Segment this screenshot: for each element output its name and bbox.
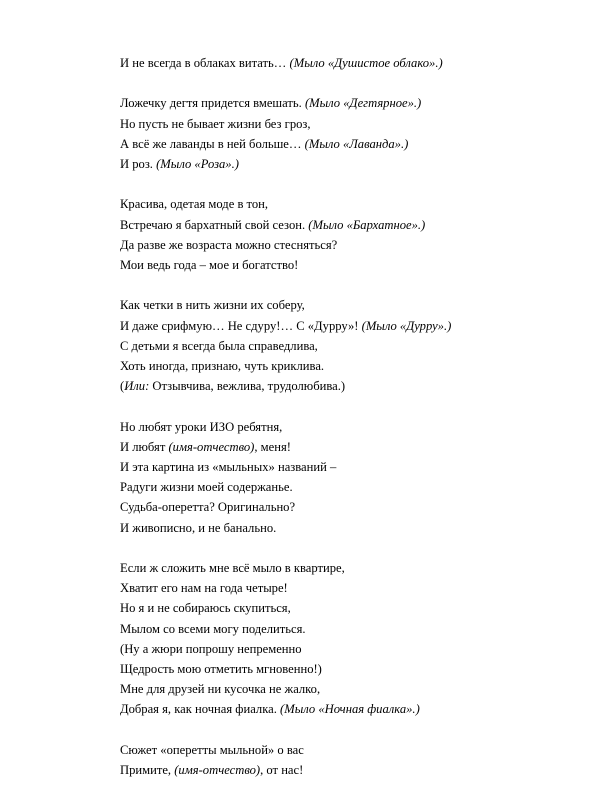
stage-note: (Мыло «Душистое облако».) — [289, 56, 443, 70]
line-text: Мылом со всеми могу поделиться. — [120, 621, 306, 636]
poem-line — [120, 699, 590, 719]
line-prefix: ( — [120, 379, 125, 394]
poem-line — [120, 619, 590, 639]
poem-line — [120, 578, 590, 598]
stage-note: (Мыло «Роза».) — [156, 157, 239, 171]
stage-note: (имя-отчество) — [174, 763, 261, 778]
line-text: Судьба-оперетта? Оригинально? — [120, 500, 296, 515]
poem-line — [120, 316, 590, 336]
line-text: И даже срифмую… Не сдуру!… С «Дурру»! — [120, 318, 362, 333]
line-text: Но пусть не бывает жизни без гроз, — [120, 116, 311, 131]
stanza — [120, 740, 590, 780]
stage-note: (Мыло «Дурру».) — [361, 318, 452, 333]
poem-line — [120, 356, 590, 376]
stage-note: (Мыло «Ночная фиалка».) — [280, 702, 420, 717]
poem-line — [120, 639, 590, 659]
line-suffix: , от нас! — [260, 763, 304, 778]
poem-line — [120, 376, 590, 396]
stanza — [120, 295, 590, 396]
line-text: Хватит его нам на года четыре! — [120, 581, 288, 596]
stage-note: (Мыло «Дегтярное».) — [304, 96, 422, 111]
poem-line — [120, 53, 590, 73]
line-text: И любят — [120, 439, 169, 454]
stage-note: Или: — [124, 379, 150, 394]
poem-line — [120, 134, 590, 154]
poem-line — [120, 215, 590, 235]
line-text: Мне для друзей ни кусочка не жалко, — [120, 682, 321, 697]
poem-line — [120, 417, 590, 437]
poem-line — [120, 336, 590, 356]
stanza — [120, 93, 590, 174]
poem-line — [120, 497, 590, 517]
line-text: Красива, одетая моде в тон, — [120, 197, 269, 212]
line-text: И не всегда в облаках витать… — [120, 56, 290, 70]
line-suffix: , меня! — [254, 439, 291, 454]
poem-line — [120, 154, 590, 174]
stage-note: (имя-отчество) — [168, 439, 255, 454]
line-text: И роз. — [120, 157, 157, 171]
stanza — [120, 194, 590, 275]
stanza — [120, 558, 590, 720]
poem-line — [120, 740, 590, 760]
line-text: (Ну а жюри попрошу непременно — [120, 641, 302, 656]
line-text: И живописно, и не банально. — [120, 520, 277, 535]
line-text: Добрая я, как ночная фиалка. — [120, 702, 281, 717]
line-text: Как четки в нить жизни их соберу, — [120, 298, 305, 313]
line-text: Встречаю я бархатный свой сезон. — [120, 217, 309, 232]
poem-line — [120, 659, 590, 679]
line-text: Но любят уроки ИЗО ребятня, — [120, 419, 283, 434]
line-text: Сюжет «оперетты мыльной» о вас — [120, 742, 304, 757]
poem-line — [120, 598, 590, 618]
poem-line — [120, 255, 590, 275]
stage-note: (Мыло «Лаванда».) — [304, 136, 409, 151]
poem-line — [120, 679, 590, 699]
line-text: Ложечку дегтя придется вмешать. — [120, 96, 305, 111]
line-text: А всё же лаванды в ней больше… — [120, 136, 305, 151]
poem-line — [120, 558, 590, 578]
line-text: Примите, — [120, 763, 175, 778]
stanza — [120, 417, 590, 538]
stanza — [120, 53, 590, 73]
line-text: Отзывчива, вежлива, трудолюбива.) — [149, 379, 346, 394]
poem-line — [120, 295, 590, 315]
line-text: Мои ведь года – мое и богатство! — [120, 258, 299, 272]
poem-line — [120, 235, 590, 255]
poem-text — [120, 53, 590, 800]
line-text: Да разве же возраста можно стесняться? — [120, 237, 338, 252]
line-text: Щедрость мою отметить мгновенно!) — [120, 662, 322, 677]
line-text: Но я и не собираюсь скупиться, — [120, 601, 291, 616]
line-text: Хоть иногда, признаю, чуть криклива. — [120, 359, 325, 373]
poem-line — [120, 114, 590, 134]
poem-line — [120, 518, 590, 538]
poem-line — [120, 194, 590, 214]
line-text: Радуги жизни моей содержанье. — [120, 480, 293, 495]
poem-line — [120, 477, 590, 497]
line-text: И эта картина из «мыльных» названий – — [120, 460, 337, 474]
stage-note: (Мыло «Бархатное».) — [308, 217, 426, 232]
line-text: С детьми я всегда была справедлива, — [120, 338, 318, 353]
poem-line — [120, 93, 590, 113]
poem-line — [120, 437, 590, 457]
poem-line — [120, 457, 590, 477]
poem-line — [120, 760, 590, 780]
line-text: Если ж сложить мне всё мыло в квартире, — [120, 561, 345, 575]
